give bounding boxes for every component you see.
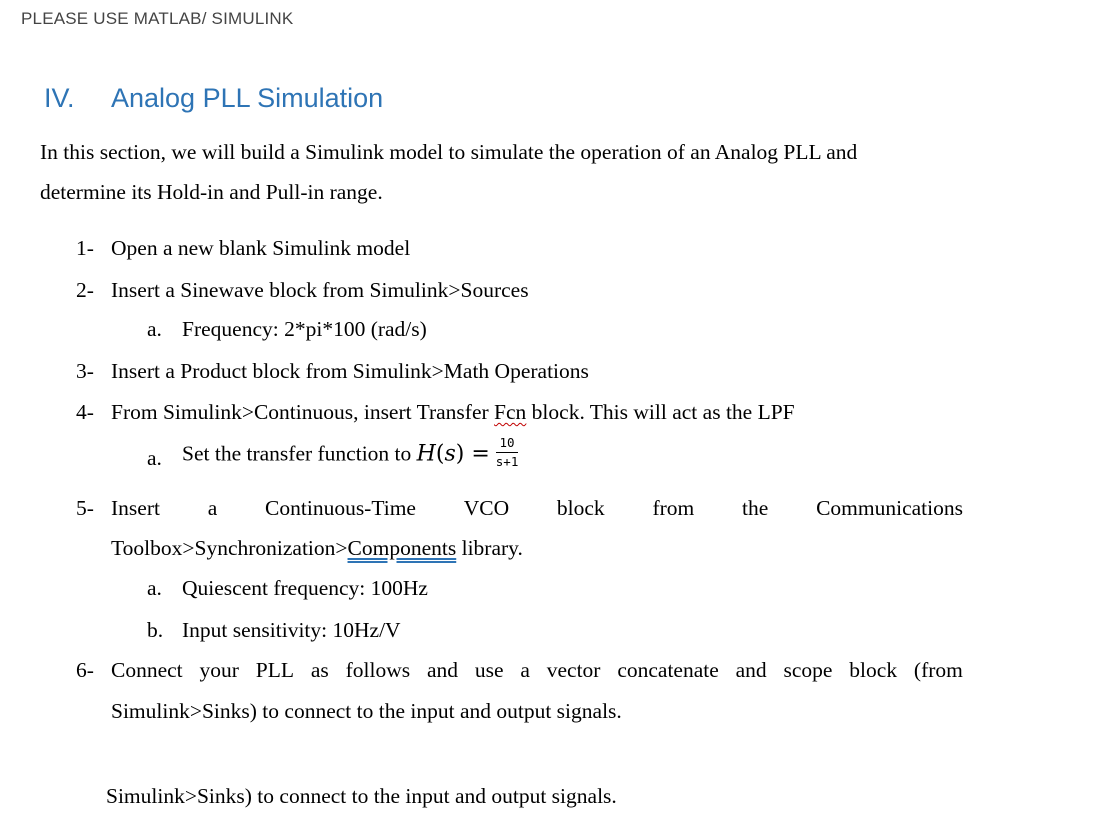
word: block xyxy=(556,496,605,520)
word: block xyxy=(849,658,898,682)
intro-line-1: In this section, we will build a Simulink model to simulate the operation of an Analog PLL and xyxy=(40,140,858,164)
word: a xyxy=(520,658,530,682)
word: Communications xyxy=(816,496,963,520)
section-number: IV. xyxy=(44,83,75,113)
word: Insert xyxy=(111,496,160,520)
transfer-h: H xyxy=(416,441,436,467)
step-4a-text: Set the transfer function to xyxy=(182,441,417,466)
word: the xyxy=(742,496,769,520)
step-6-line-1 xyxy=(111,658,963,683)
word: Continuous-Time xyxy=(265,496,416,520)
step-4a-line xyxy=(182,435,519,471)
step-2a-text: Frequency: 2*pi*100 (rad/s) xyxy=(182,317,427,341)
word: and xyxy=(735,658,767,682)
step-1-text: Open a new blank Simulink model xyxy=(111,236,411,260)
step-5-line-2-post: library. xyxy=(456,536,523,560)
step-5-number: 5- xyxy=(76,496,94,520)
word: VCO xyxy=(463,496,510,520)
paren-close: ) xyxy=(455,441,465,467)
components-link: Components xyxy=(347,536,457,560)
step-2-number: 2- xyxy=(76,278,94,302)
step-5-line-2-pre: Toolbox>Synchronization> xyxy=(111,536,348,560)
fraction-denominator: s+1 xyxy=(495,453,519,469)
word: your xyxy=(199,658,239,682)
step-4-number: 4- xyxy=(76,400,94,424)
word: vector xyxy=(546,658,601,682)
word: Connect xyxy=(111,658,183,682)
fcn-spelling-flag: Fcn xyxy=(494,400,527,424)
step-5-line-1 xyxy=(111,496,963,521)
word: follows xyxy=(345,658,411,682)
step-4-text xyxy=(111,400,795,425)
step-6-line-2: Simulink>Sinks) to connect to the input and output signals. xyxy=(111,699,622,723)
word: PLL xyxy=(255,658,294,682)
transfer-fraction xyxy=(496,437,519,468)
top-note: PLEASE USE MATLAB/ SIMULINK xyxy=(21,9,294,28)
word: as xyxy=(310,658,329,682)
word: scope xyxy=(783,658,833,682)
step-5b-text: Input sensitivity: 10Hz/V xyxy=(182,618,401,642)
step-5a-text: Quiescent frequency: 100Hz xyxy=(182,576,428,600)
step-5-line-2 xyxy=(111,536,523,561)
step-2-text: Insert a Sinewave block from Simulink>Sources xyxy=(111,278,529,302)
word: (from xyxy=(913,658,963,682)
step-4-text-post: block. This will act as the LPF xyxy=(526,400,795,424)
step-5a-label: a. xyxy=(147,576,162,600)
step-3-text: Insert a Product block from Simulink>Math Operations xyxy=(111,359,589,383)
equals-sign: = xyxy=(464,441,490,467)
step-2a-label: a. xyxy=(147,317,162,341)
word: concatenate xyxy=(617,658,719,682)
paren-open: ( xyxy=(435,441,445,467)
fraction-numerator: 10 xyxy=(496,437,519,453)
step-6-number: 6- xyxy=(76,658,94,682)
step-4-text-pre: From Simulink>Continuous, insert Transfer xyxy=(111,400,495,424)
word: and xyxy=(426,658,458,682)
section-title: Analog PLL Simulation xyxy=(111,83,384,113)
step-1-number: 1- xyxy=(76,236,94,260)
word: use xyxy=(474,658,504,682)
step-4a-label: a. xyxy=(147,446,162,470)
intro-line-2: determine its Hold-in and Pull-in range. xyxy=(40,180,383,204)
transfer-s: s xyxy=(444,441,456,467)
step-5b-label: b. xyxy=(147,618,164,642)
step-3-number: 3- xyxy=(76,359,94,383)
word: a xyxy=(207,496,218,520)
bottom-line: Simulink>Sinks) to connect to the input and output signals. xyxy=(106,784,617,808)
word: from xyxy=(652,496,695,520)
